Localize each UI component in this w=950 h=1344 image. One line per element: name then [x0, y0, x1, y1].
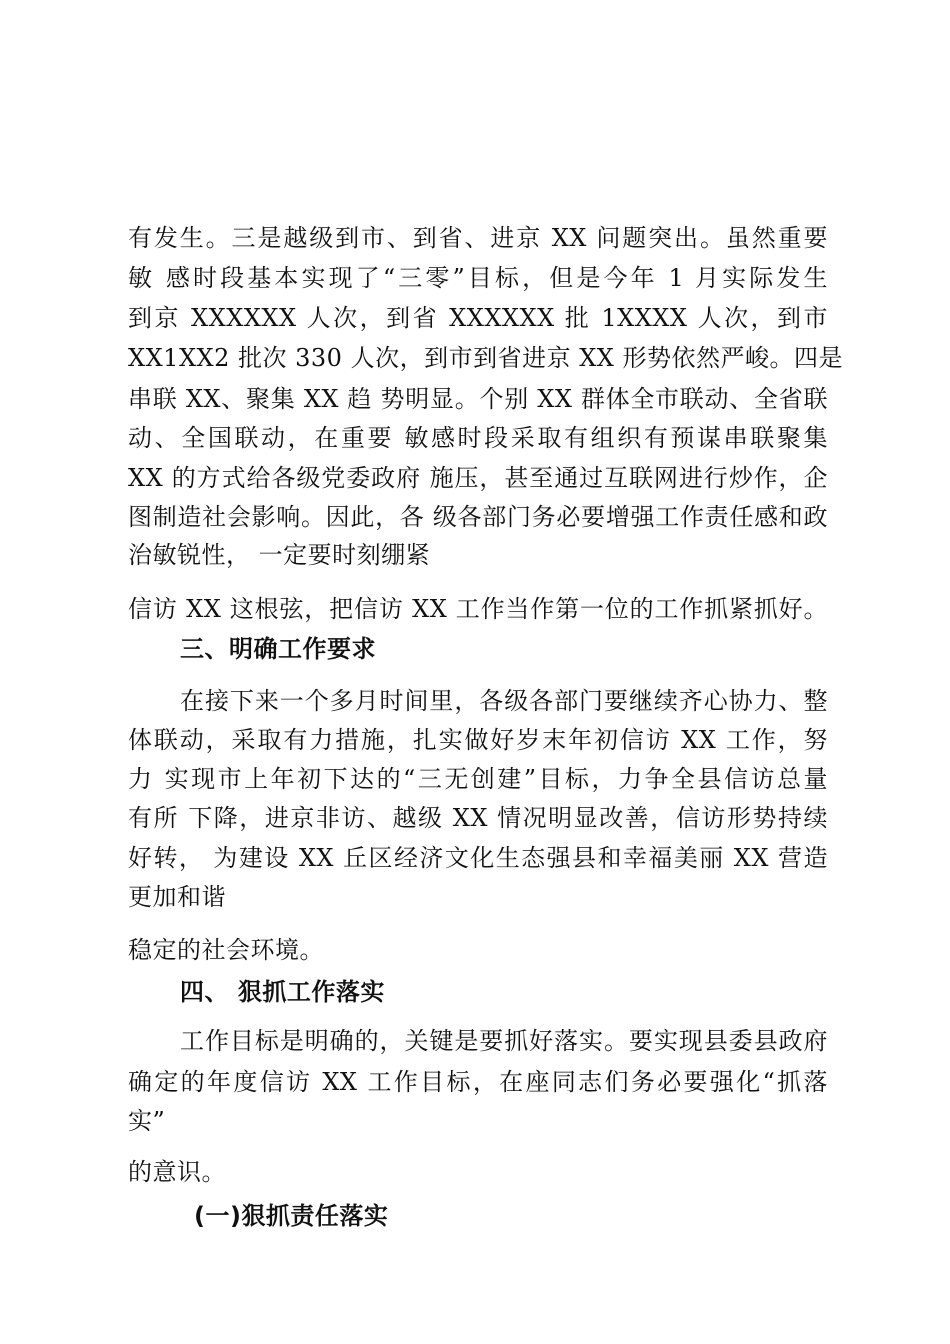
text-line: 有所 下降，进京非访、越级 XX 情况明显改善，信访形势持续	[128, 804, 828, 832]
text-line: 图制造社会影响。因此，各 级各部门务必要增强工作责任感和政	[128, 503, 828, 531]
text-line: XX1XX2 批次 330 人次，到市到省进京 XX 形势依然严峻。四是	[128, 344, 844, 372]
text-line: 好转， 为建设 XX 丘区经济文化生态强县和幸福美丽 XX 营造	[128, 844, 828, 872]
section-heading: 四、 狠抓工作落实	[180, 977, 385, 1006]
text-line: 有发生。三是越级到市、到省、进京 XX 问题突出。虽然重要	[128, 224, 828, 252]
subsection-heading: (一)狠抓责任落实	[194, 1202, 389, 1230]
text-line: 体联动，采取有力措施，扎实做好岁末年初信访 XX 工作，努	[128, 726, 828, 754]
text-line: 更加和谐	[128, 883, 226, 911]
text-line: 工作目标是明确的，关键是要抓好落实。要实现县委县政府	[180, 1027, 828, 1055]
text-line: 到京 XXXXXX 人次，到省 XXXXXX 批 1XXXX 人次，到市	[128, 304, 828, 332]
text-line: 实”	[128, 1107, 166, 1135]
text-line: 串联 XX、聚集 XX 趋 势明显。个别 XX 群体全市联动、全省联	[128, 385, 828, 413]
text-line: XX 的方式给各级党委政府 施压，甚至通过互联网进行炒作，企	[128, 464, 828, 492]
text-line: 在接下来一个多月时间里，各级各部门要继续齐心协力、整	[180, 687, 828, 715]
text-line: 的意识。	[128, 1158, 226, 1186]
text-line: 动、全国联动，在重要 敏感时段采取有组织有预谋串联聚集	[128, 424, 828, 452]
text-line: 力 实现市上年初下达的“三无创建”目标，力争全县信访总量	[128, 765, 828, 793]
text-line: 稳定的社会环境。	[128, 936, 324, 964]
text-line: 确定的年度信访 XX 工作目标，在座同志们务必要强化“抓落	[128, 1068, 828, 1096]
text-line: 治敏锐性， 一定要时刻绷紧	[128, 541, 431, 569]
text-line: 敏 感时段基本实现了“三零”目标，但是今年 1 月实际发生	[128, 264, 828, 292]
section-heading: 三、明确工作要求	[180, 634, 376, 663]
text-line: 信访 XX 这根弦，把信访 XX 工作当作第一位的工作抓紧抓好。	[128, 595, 828, 623]
